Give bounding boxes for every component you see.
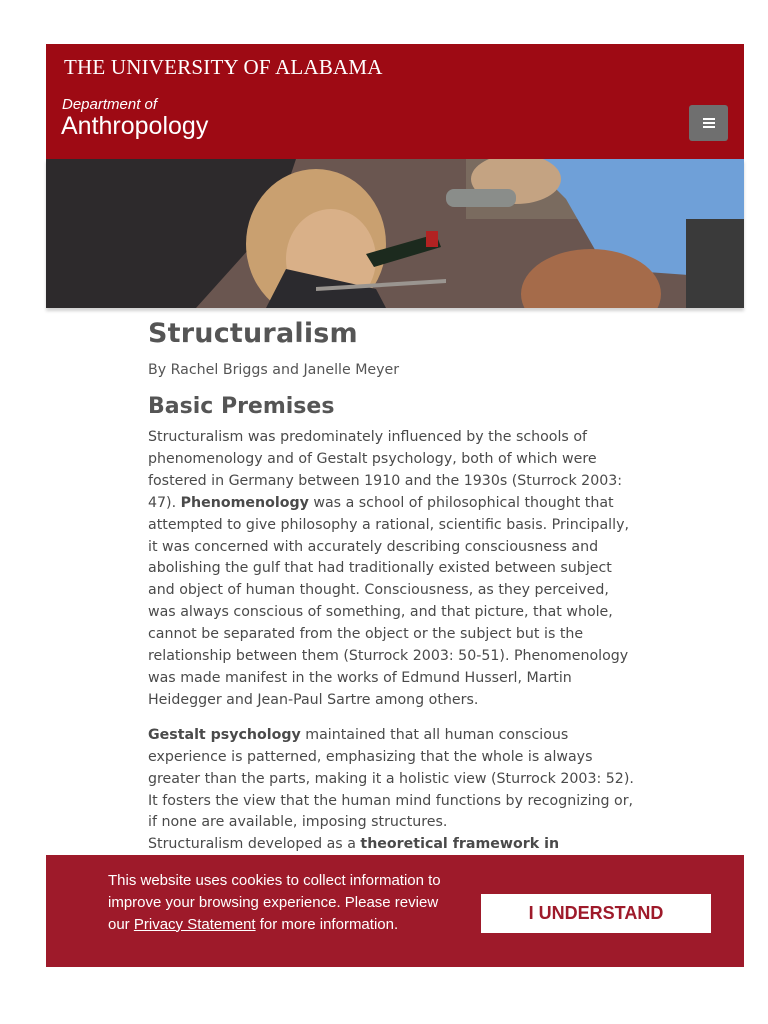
article-byline: By Rachel Briggs and Janelle Meyer	[148, 362, 400, 378]
university-wordmark[interactable]: THE UNIVERSITY OF ALABAMA	[64, 55, 383, 79]
page-title: Structuralism	[148, 318, 358, 349]
section-heading: Basic Premises	[148, 394, 335, 419]
hero-photo-illustration	[46, 159, 744, 308]
menu-toggle-button[interactable]	[689, 105, 728, 141]
paragraph-gestalt: Gestalt psychology maintained that all human conscious experience is patterned, emphasizing that the whole is always greater than the parts, making it a holistic view (Sturrock 2003: 52). It fosters the view that the human mind functions by recognizing or, if none are available, imposing structures. Structuralism developed as a theoretical framework in	[148, 725, 640, 878]
hamburger-menu-icon	[703, 118, 715, 120]
term-gestalt-psychology: Gestalt psychology	[148, 726, 301, 743]
term-phenomenology: Phenomenology	[180, 494, 309, 511]
cookie-banner	[46, 855, 744, 967]
accept-cookies-button[interactable]: I UNDERSTAND	[481, 894, 711, 933]
paragraph-phenomenology: Structuralism was predominately influenced by the schools of phenomenology and of Gestalt psychology, both of which were fostered in Germany between 1910 and the 1930s (Sturrock 2003: 47). Phenomenology was a school of philosophical thought that attempted to give philosophy a rational, scientific basis. Principally, it was concerned with accurately describing consciousness and abolishing the gulf that had traditionally existed between subject and object of human thought. Consciousness, as they perceived, was always conscious of something, and that picture, that whole, cannot be separated from the object or the subject but is the relationship between them (Sturrock 2003: 50-51). Phenomenology was made manifest in the works of Edmund Husserl, Martin Heidegger and Jean-Paul Sartre among others.	[148, 429, 629, 708]
cookie-message: This website uses cookies to collect information to improve your browsing experience. Please review our Privacy Statement for more information.	[108, 872, 441, 933]
site-container	[46, 44, 744, 308]
hero-image	[46, 159, 744, 308]
privacy-statement-link[interactable]: Privacy Statement	[133, 915, 256, 933]
term-linguistics-framework: theoretical framework in	[360, 836, 560, 853]
department-name[interactable]: Anthropology	[61, 112, 209, 140]
site-header	[46, 44, 744, 159]
article-content	[148, 318, 640, 878]
department-prefix[interactable]: Department of	[62, 96, 158, 113]
